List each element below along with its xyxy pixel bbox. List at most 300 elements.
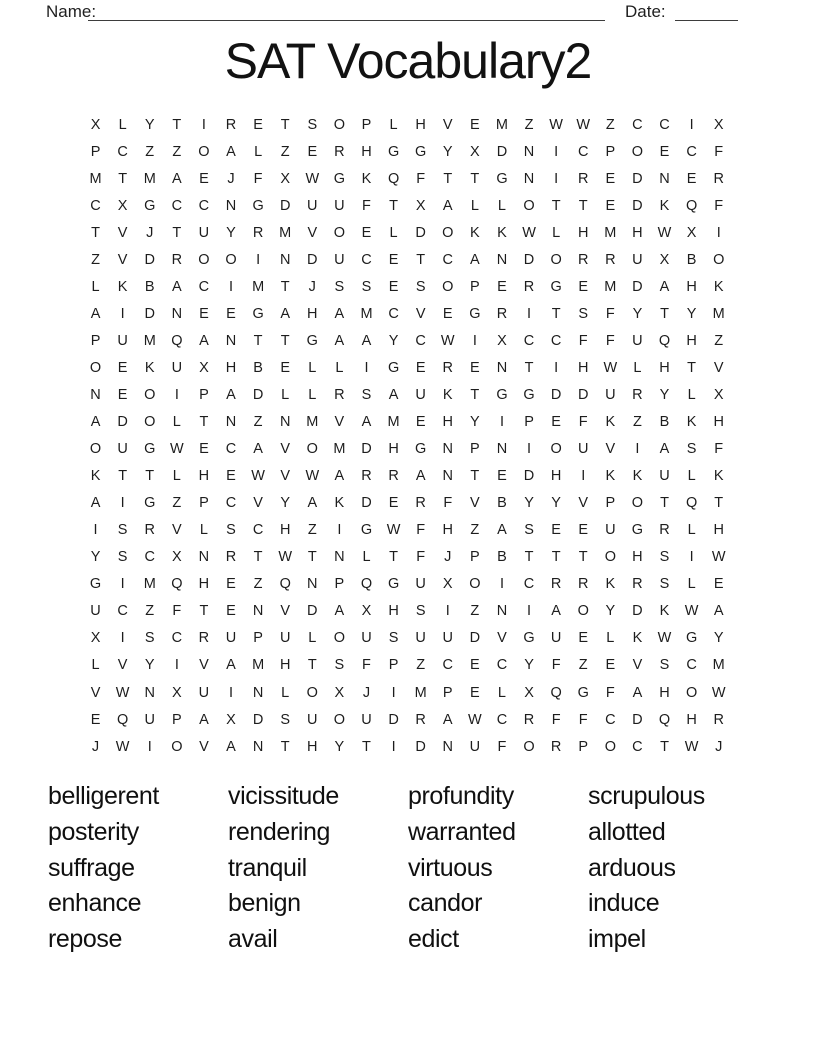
- grid-letter: U: [632, 251, 643, 268]
- grid-letter: F: [578, 414, 588, 431]
- grid-letter: C: [117, 603, 128, 620]
- grid-letter: U: [605, 386, 616, 403]
- grid-letter: E: [605, 657, 616, 674]
- grid-letter: I: [689, 116, 694, 133]
- grid-letter: Z: [470, 603, 480, 620]
- grid-letter: E: [686, 170, 697, 187]
- grid-letter: T: [578, 197, 588, 214]
- grid-letter: A: [470, 251, 480, 268]
- grid-letter: R: [577, 251, 589, 268]
- grid-letter: J: [227, 170, 235, 187]
- grid-letter: N: [252, 738, 264, 755]
- grid-letter: O: [198, 143, 210, 160]
- grid-letter: P: [605, 495, 616, 512]
- grid-letter: R: [523, 711, 535, 728]
- grid-letter: V: [442, 116, 453, 133]
- grid-letter: E: [578, 522, 589, 539]
- grid-letter: W: [468, 711, 482, 728]
- grid-letter: Y: [524, 495, 534, 512]
- name-label: Name:: [46, 2, 97, 21]
- grid-letter: U: [198, 684, 210, 701]
- grid-letter: L: [389, 116, 398, 133]
- grid-letter: A: [90, 414, 101, 431]
- grid-letter: C: [523, 576, 535, 593]
- grid-letter: A: [632, 684, 643, 701]
- grid-letter: P: [470, 441, 480, 458]
- grid-letter: X: [442, 576, 453, 593]
- grid-letter: I: [120, 495, 125, 512]
- date-fill-line: [675, 20, 738, 21]
- grid-letter: T: [416, 251, 426, 268]
- word-list-item: avail: [228, 925, 278, 954]
- grid-letter: Y: [713, 630, 724, 647]
- grid-letter: S: [524, 522, 534, 539]
- grid-letter: Q: [387, 170, 400, 187]
- grid-letter: R: [388, 468, 399, 485]
- grid-letter: Z: [470, 522, 480, 539]
- grid-letter: Z: [253, 414, 263, 431]
- grid-letter: C: [442, 657, 453, 674]
- grid-letter: D: [632, 711, 643, 728]
- grid-letter: I: [174, 657, 179, 674]
- grid-letter: S: [334, 278, 345, 295]
- grid-letter: U: [469, 738, 481, 755]
- grid-letter: Z: [280, 143, 290, 160]
- grid-letter: Q: [171, 332, 183, 349]
- grid-letter: J: [91, 738, 100, 755]
- word-list-item: candor: [408, 889, 483, 918]
- grid-letter: W: [684, 738, 699, 755]
- grid-letter: E: [307, 143, 318, 160]
- grid-letter: Y: [551, 495, 561, 512]
- grid-letter: M: [360, 305, 373, 322]
- grid-letter: V: [117, 251, 128, 268]
- grid-letter: B: [659, 414, 670, 431]
- grid-letter: C: [144, 549, 155, 566]
- grid-letter: V: [117, 657, 128, 674]
- grid-letter: D: [117, 414, 128, 431]
- grid-letter: V: [280, 468, 291, 485]
- grid-letter: A: [361, 414, 372, 431]
- grid-letter: D: [361, 441, 372, 458]
- grid-letter: Y: [470, 414, 480, 431]
- grid-letter: Z: [524, 116, 534, 133]
- grid-letter: P: [90, 143, 101, 160]
- word-list-item: benign: [228, 889, 301, 918]
- grid-letter: T: [470, 170, 480, 187]
- grid-letter: I: [391, 738, 396, 755]
- grid-letter: Z: [91, 251, 100, 268]
- grid-letter: M: [89, 170, 102, 187]
- grid-letter: F: [605, 332, 615, 349]
- word-list: [48, 779, 788, 964]
- grid-letter: T: [172, 116, 182, 133]
- grid-letter: G: [496, 386, 508, 403]
- grid-letter: G: [387, 576, 400, 593]
- grid-letter: Z: [578, 657, 588, 674]
- grid-letter: T: [280, 332, 290, 349]
- grid-letter: X: [280, 170, 291, 187]
- grid-letter: O: [306, 684, 318, 701]
- grid-letter: B: [497, 495, 507, 512]
- grid-letter: T: [91, 224, 100, 241]
- grid-letter: M: [712, 657, 725, 674]
- grid-letter: D: [279, 197, 291, 214]
- grid-letter: K: [497, 224, 507, 241]
- grid-letter: G: [144, 197, 156, 214]
- grid-letter: V: [307, 224, 318, 241]
- grid-letter: C: [90, 197, 101, 214]
- grid-letter: D: [252, 711, 264, 728]
- grid-letter: E: [551, 522, 561, 539]
- grid-letter: U: [334, 197, 345, 214]
- grid-letter: M: [143, 332, 156, 349]
- grid-letter: M: [143, 170, 156, 187]
- grid-letter: I: [554, 143, 559, 160]
- grid-letter: M: [143, 576, 156, 593]
- grid-letter: F: [714, 441, 724, 458]
- grid-letter: O: [604, 738, 616, 755]
- grid-letter: F: [253, 170, 263, 187]
- grid-letter: O: [89, 441, 102, 458]
- grid-letter: V: [171, 522, 182, 539]
- grid-letter: D: [388, 711, 399, 728]
- grid-letter: F: [578, 711, 588, 728]
- grid-letter: F: [416, 549, 426, 566]
- grid-letter: N: [496, 603, 508, 620]
- grid-letter: E: [117, 359, 128, 376]
- grid-letter: C: [659, 116, 670, 133]
- grid-letter: V: [497, 630, 507, 647]
- grid-letter: I: [256, 251, 261, 268]
- grid-letter: G: [685, 630, 698, 647]
- grid-letter: M: [387, 414, 400, 431]
- grid-letter: H: [632, 549, 643, 566]
- grid-letter: C: [361, 251, 372, 268]
- grid-letter: D: [523, 251, 535, 268]
- grid-letter: X: [90, 630, 101, 647]
- word-list-item: arduous: [588, 853, 676, 882]
- grid-letter: G: [523, 630, 535, 647]
- grid-letter: R: [171, 251, 183, 268]
- grid-letter: M: [306, 414, 319, 431]
- grid-letter: N: [496, 359, 508, 376]
- grid-letter: H: [279, 522, 291, 539]
- grid-letter: G: [550, 278, 562, 295]
- grid-letter: I: [201, 116, 206, 133]
- grid-letter: R: [713, 170, 724, 187]
- grid-letter: N: [307, 576, 318, 593]
- grid-letter: V: [470, 495, 480, 512]
- grid-letter: R: [415, 495, 426, 512]
- grid-letter: T: [687, 359, 697, 376]
- grid-letter: H: [686, 711, 697, 728]
- grid-letter: T: [253, 332, 263, 349]
- grid-letter: N: [496, 441, 508, 458]
- grid-letter: Y: [686, 305, 697, 322]
- grid-letter: Q: [171, 576, 183, 593]
- grid-letter: N: [523, 170, 535, 187]
- word-list-item: edict: [408, 925, 459, 954]
- grid-letter: D: [144, 305, 155, 322]
- grid-letter: T: [199, 414, 209, 431]
- grid-letter: E: [415, 359, 426, 376]
- grid-letter: R: [144, 522, 155, 539]
- grid-letter: O: [523, 738, 535, 755]
- grid-letter: K: [632, 630, 643, 647]
- grid-letter: O: [306, 441, 318, 458]
- grid-letter: B: [253, 359, 263, 376]
- grid-letter: I: [120, 576, 125, 593]
- grid-letter: S: [144, 630, 155, 647]
- grid-letter: G: [415, 143, 427, 160]
- grid-letter: E: [497, 468, 507, 485]
- word-list-column: [408, 779, 586, 958]
- grid-letter: W: [115, 738, 130, 755]
- grid-letter: Y: [442, 143, 453, 160]
- grid-letter: Q: [658, 332, 671, 349]
- grid-letter: X: [171, 684, 182, 701]
- grid-letter: F: [605, 305, 615, 322]
- grid-letter: C: [225, 495, 237, 512]
- grid-letter: F: [443, 495, 453, 512]
- grid-letter: H: [442, 522, 453, 539]
- grid-letter: J: [362, 684, 371, 701]
- grid-letter: K: [144, 359, 155, 376]
- grid-letter: O: [198, 251, 210, 268]
- grid-letter: Q: [550, 684, 562, 701]
- grid-letter: P: [334, 576, 345, 593]
- grid-letter: T: [199, 603, 209, 620]
- grid-letter: M: [333, 441, 346, 458]
- grid-letter: U: [605, 522, 616, 539]
- grid-letter: G: [496, 170, 508, 187]
- grid-letter: K: [470, 224, 480, 241]
- word-list-item: posterity: [48, 817, 139, 846]
- grid-letter: A: [171, 278, 182, 295]
- grid-letter: S: [659, 657, 670, 674]
- grid-letter: C: [686, 143, 697, 160]
- word-list-column: [228, 779, 406, 958]
- grid-letter: T: [578, 549, 588, 566]
- grid-letter: H: [713, 414, 724, 431]
- grid-letter: O: [144, 414, 156, 431]
- grid-letter: U: [361, 711, 372, 728]
- grid-letter: O: [171, 738, 183, 755]
- grid-letter: U: [632, 332, 643, 349]
- grid-letter: L: [362, 549, 371, 566]
- grid-letter: I: [499, 576, 504, 593]
- grid-letter: V: [578, 495, 589, 512]
- grid-letter: L: [172, 468, 181, 485]
- grid-letter: R: [225, 549, 237, 566]
- grid-letter: I: [229, 684, 234, 701]
- grid-letter: X: [497, 332, 507, 349]
- grid-letter: U: [90, 603, 101, 620]
- grid-letter: S: [361, 386, 372, 403]
- grid-letter: U: [117, 332, 128, 349]
- grid-letter: N: [523, 143, 535, 160]
- grid-letter: E: [659, 143, 670, 160]
- grid-letter: L: [633, 359, 642, 376]
- grid-letter: Y: [524, 657, 534, 674]
- grid-letter: I: [364, 359, 369, 376]
- grid-letter: O: [713, 251, 725, 268]
- grid-letter: U: [117, 441, 128, 458]
- grid-letter: P: [578, 738, 589, 755]
- grid-letter: O: [442, 224, 454, 241]
- grid-letter: N: [442, 441, 453, 458]
- grid-letter: H: [659, 684, 670, 701]
- grid-letter: J: [146, 224, 154, 241]
- grid-letter: S: [388, 630, 399, 647]
- grid-letter: Z: [253, 576, 263, 593]
- grid-letter: E: [578, 278, 589, 295]
- grid-letter: Z: [632, 414, 642, 431]
- grid-letter: L: [389, 224, 398, 241]
- grid-letter: S: [117, 549, 128, 566]
- grid-letter: Q: [117, 711, 129, 728]
- grid-letter: W: [440, 332, 455, 349]
- grid-letter: P: [199, 495, 209, 512]
- grid-letter: G: [387, 359, 400, 376]
- grid-letter: J: [715, 738, 723, 755]
- word-list-item: rendering: [228, 817, 331, 846]
- grid-letter: O: [333, 630, 346, 647]
- grid-letter: H: [632, 224, 643, 241]
- grid-letter: D: [632, 170, 643, 187]
- grid-letter: A: [199, 332, 209, 349]
- grid-letter: I: [554, 359, 559, 376]
- grid-letter: K: [686, 414, 697, 431]
- word-list-item: tranquil: [228, 853, 307, 882]
- grid-letter: K: [334, 495, 345, 512]
- grid-letter: D: [252, 386, 264, 403]
- grid-letter: C: [415, 332, 426, 349]
- grid-letter: R: [577, 170, 589, 187]
- grid-letter: W: [305, 468, 320, 485]
- grid-letter: Y: [659, 386, 670, 403]
- grid-letter: I: [120, 305, 125, 322]
- grid-letter: W: [115, 684, 130, 701]
- grid-letter: N: [198, 549, 210, 566]
- grid-letter: F: [605, 684, 615, 701]
- grid-letter: T: [660, 495, 669, 512]
- grid-letter: C: [686, 657, 697, 674]
- grid-letter: C: [442, 251, 453, 268]
- grid-letter: O: [89, 359, 102, 376]
- grid-letter: Z: [172, 143, 182, 160]
- grid-letter: V: [280, 603, 291, 620]
- grid-letter: S: [659, 576, 670, 593]
- grid-letter: A: [90, 305, 101, 322]
- grid-letter: A: [361, 332, 372, 349]
- grid-letter: Y: [144, 657, 155, 674]
- grid-letter: I: [472, 332, 477, 349]
- grid-letter: C: [496, 711, 508, 728]
- grid-letter: F: [497, 738, 507, 755]
- grid-letter: Z: [416, 657, 426, 674]
- grid-letter: F: [416, 170, 426, 187]
- grid-letter: M: [279, 224, 292, 241]
- grid-letter: I: [527, 441, 532, 458]
- grid-letter: L: [199, 522, 208, 539]
- grid-letter: P: [199, 386, 209, 403]
- grid-letter: A: [226, 386, 236, 403]
- grid-letter: I: [391, 684, 396, 701]
- word-list-item: scrupulous: [588, 782, 705, 810]
- grid-letter: Y: [632, 305, 643, 322]
- grid-letter: H: [713, 522, 724, 539]
- grid-letter: M: [495, 116, 508, 133]
- grid-letter: C: [225, 441, 237, 458]
- grid-letter: O: [550, 251, 562, 268]
- grid-letter: A: [442, 197, 453, 214]
- grid-letter: D: [361, 495, 372, 512]
- grid-letter: V: [199, 738, 209, 755]
- grid-letter: G: [415, 441, 427, 458]
- grid-letter: Y: [144, 116, 155, 133]
- grid-letter: Y: [605, 603, 616, 620]
- grid-letter: A: [659, 278, 670, 295]
- grid-letter: K: [117, 278, 128, 295]
- grid-letter: H: [198, 576, 210, 593]
- grid-letter: W: [657, 630, 672, 647]
- grid-letter: R: [632, 386, 643, 403]
- grid-letter: G: [144, 441, 156, 458]
- grid-letter: H: [577, 359, 589, 376]
- grid-letter: O: [333, 711, 346, 728]
- grid-letter: D: [550, 386, 562, 403]
- grid-letter: X: [470, 143, 480, 160]
- grid-letter: X: [171, 549, 182, 566]
- grid-letter: D: [632, 197, 643, 214]
- grid-letter: L: [470, 197, 479, 214]
- grid-letter: R: [442, 359, 453, 376]
- grid-letter: R: [496, 305, 508, 322]
- grid-letter: O: [442, 278, 454, 295]
- grid-letter: K: [361, 170, 372, 187]
- grid-letter: M: [252, 278, 265, 295]
- grid-letter: I: [554, 170, 559, 187]
- grid-letter: L: [687, 386, 696, 403]
- grid-letter: C: [388, 305, 399, 322]
- grid-letter: E: [578, 630, 589, 647]
- grid-letter: Q: [360, 576, 373, 593]
- grid-letter: G: [144, 495, 156, 512]
- grid-letter: L: [687, 468, 696, 485]
- grid-letter: N: [225, 332, 237, 349]
- grid-letter: N: [171, 305, 183, 322]
- grid-letter: I: [337, 522, 342, 539]
- grid-letter: F: [172, 603, 182, 620]
- grid-letter: R: [632, 576, 643, 593]
- grid-letter: W: [711, 684, 726, 701]
- grid-letter: G: [577, 684, 589, 701]
- grid-letter: W: [522, 224, 536, 241]
- grid-letter: U: [225, 630, 237, 647]
- grid-letter: H: [279, 657, 291, 674]
- grid-letter: S: [361, 278, 372, 295]
- grid-letter: O: [631, 495, 644, 512]
- grid-letter: M: [604, 278, 617, 295]
- grid-letter: P: [171, 711, 182, 728]
- grid-letter: Y: [280, 495, 291, 512]
- grid-letter: N: [252, 684, 264, 701]
- grid-letter: V: [632, 657, 643, 674]
- grid-letter: K: [605, 414, 616, 431]
- grid-letter: K: [605, 468, 616, 485]
